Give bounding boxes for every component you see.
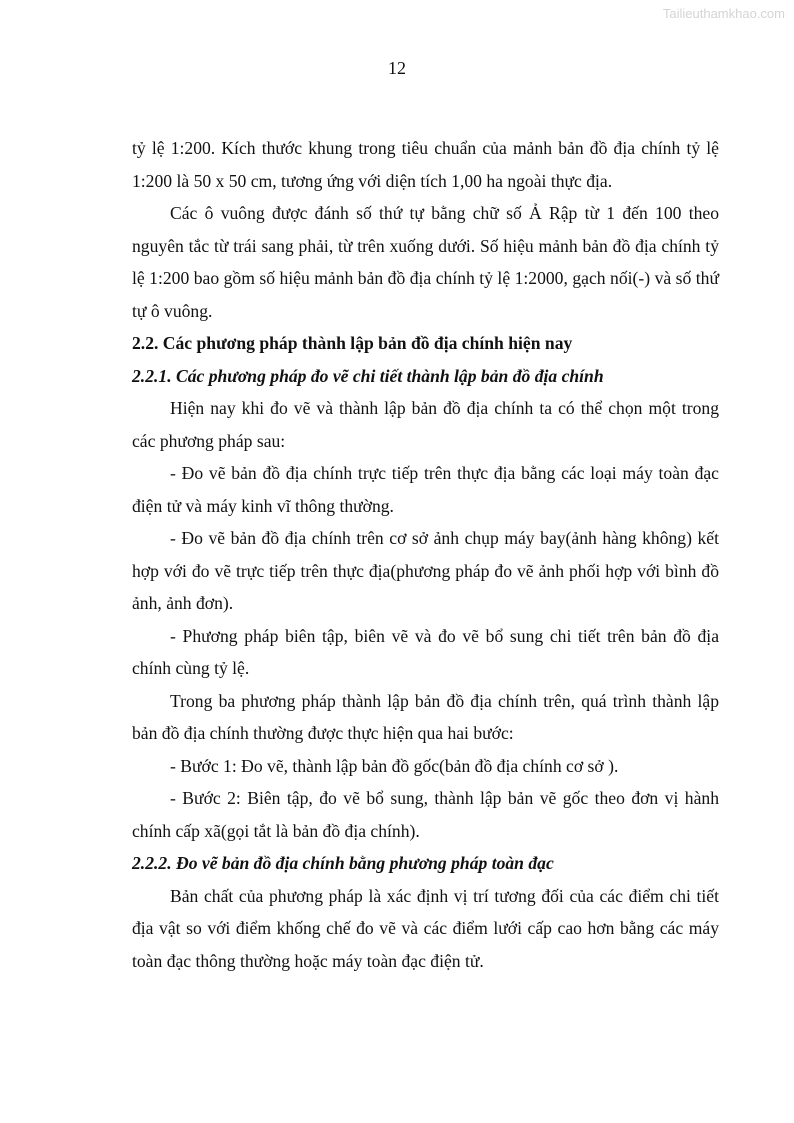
paragraph: Các ô vuông được đánh số thứ tự bằng chữ số Ả Rập từ 1 đến 100 theo nguyên tắc từ trái sang phải, từ trên xuống dưới. Số hiệu mảnh bản đồ địa chính tỷ lệ 1:200 bao gồm số hiệu mảnh bản đồ địa chính tỷ lệ 1:2000, gạch nối(-) và số thứ tự ô vuông. [132, 203, 719, 321]
list-item: - Bước 2: Biên tập, đo vẽ bổ sung, thành lập bản vẽ gốc theo đơn vị hành chính cấp xã(gọi tắt là bản đồ địa chính). [132, 788, 719, 841]
list-item: - Phương pháp biên tập, biên vẽ và đo vẽ bổ sung chi tiết trên bản đồ địa chính cùng tỷ lệ. [132, 625, 719, 678]
watermark: Tailieuthamkhao.com [662, 6, 785, 21]
subsection-heading: 2.2.2. Đo vẽ bản đồ địa chính bằng phương pháp toàn đạc [132, 853, 554, 873]
document-body [132, 132, 719, 977]
list-item: - Đo vẽ bản đồ địa chính trực tiếp trên thực địa bằng các loại máy toàn đạc điện tử và máy kinh vĩ thông thường. [132, 463, 719, 516]
paragraph: Hiện nay khi đo vẽ và thành lập bản đồ địa chính ta có thể chọn một trong các phương pháp sau: [132, 398, 719, 451]
paragraph: Trong ba phương pháp thành lập bản đồ địa chính trên, quá trình thành lập bản đồ địa chính thường được thực hiện qua hai bước: [132, 690, 719, 743]
paragraph: tỷ lệ 1:200. Kích thước khung trong tiêu chuẩn của mảnh bản đồ địa chính tỷ lệ 1:200 là 50 x 50 cm, tương ứng với diện tích 1,00 ha ngoài thực địa. [132, 138, 719, 191]
subsection-heading: 2.2.1. Các phương pháp đo vẽ chi tiết thành lập bản đồ địa chính [132, 365, 604, 386]
paragraph: Bản chất của phương pháp là xác định vị trí tương đối của các điểm chi tiết địa vật so với điểm khống chế đo vẽ và các điểm lưới cấp cao hơn bằng các máy toàn đạc thông thường hoặc máy toàn đạc điện tử. [132, 885, 719, 971]
section-heading: 2.2. Các phương pháp thành lập bản đồ địa chính hiện nay [132, 333, 573, 353]
list-item: - Đo vẽ bản đồ địa chính trên cơ sở ảnh chụp máy bay(ảnh hàng không) kết hợp với đo vẽ trực tiếp trên thực địa(phương pháp đo vẽ ảnh phối hợp với bình đồ ảnh, ảnh đơn). [132, 528, 719, 613]
page-number: 12 [388, 58, 406, 78]
list-item: - Bước 1: Đo vẽ, thành lập bản đồ gốc(bản đồ địa chính cơ sở ). [170, 755, 619, 776]
